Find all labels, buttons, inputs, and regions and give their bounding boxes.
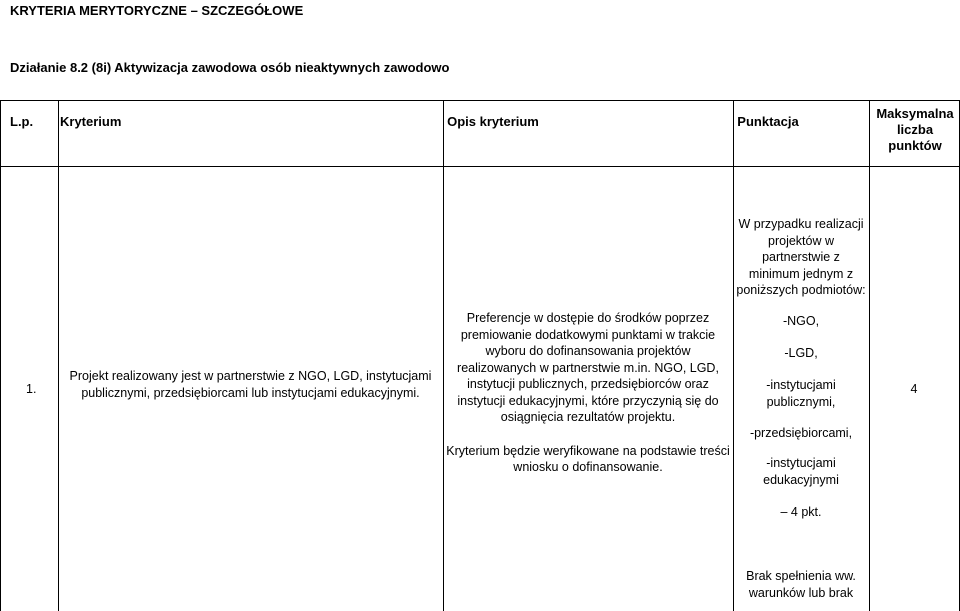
row-max-points: 4 [910,382,918,396]
punktacja-intro-line: partnerstwie z [762,250,840,264]
opis-line: osiągnięcia rezultatów projektu. [500,410,676,424]
opis-line: Preferencje w dostępie do środków poprzez [466,311,710,325]
header-kryterium: Kryterium [60,114,122,129]
punktacja-intro-line: poniższych podmiotów: [736,283,866,297]
punktacja-instytucje-publiczne [733,377,869,410]
punktacja-line: warunków lub brak [748,585,854,600]
row-opis [443,310,733,476]
table-border-left [0,101,1,611]
row-lp: 1. [26,382,37,396]
header-opis: Opis kryterium [447,114,539,129]
kryterium-line: Projekt realizowany jest w partnerstwie z NGO, LGD, instytucjami [69,369,432,383]
punktacja-line: publicznymi, [766,394,836,409]
document-subtitle: Działanie 8.2 (8i) Aktywizacja zawodowa osób nieaktywnych zawodowo [10,60,450,75]
opis-note-line: Kryterium będzie weryfikowane na podstawie treści [446,443,730,458]
punktacja-ngo: -NGO, [782,314,820,328]
punktacja-line: -instytucjami [766,456,836,470]
criteria-table [0,100,960,611]
header-max-line: Maksymalna [876,106,954,121]
opis-line: realizowanych w partnerstwie m.in. NGO, LGD, [457,360,719,375]
opis-line: instytucji publicznych, przedsiębiorców oraz [467,377,709,391]
header-max-line: liczba [896,122,934,137]
opis-line: instytucji edukacyjnymi, które przyczynią się do [457,393,719,408]
header-max-points [870,106,960,154]
punktacja-instytucje-edukacyjne [733,455,869,488]
punktacja-line: Brak spełnienia ww. [746,569,856,583]
column-divider [58,101,59,611]
header-max-line: punktów [888,138,942,153]
header-lp: L.p. [10,114,34,129]
kryterium-line: publicznymi, przedsiębiorcami lub instytucjami edukacyjnymi. [81,385,420,400]
punktacja-intro-line: minimum jednym z [748,266,854,281]
punktacja-intro-line: projektów w [768,233,834,248]
punktacja-lgd: -LGD, [784,346,818,360]
document-title: KRYTERIA MERYTORYCZNE – SZCZEGÓŁOWE [10,3,304,18]
header-punktacja: Punktacja [737,114,799,129]
opis-note-line: wniosku o dofinansowanie. [513,460,663,474]
row-kryterium [58,368,443,401]
punktacja-points: – 4 pkt. [780,505,822,519]
punktacja-intro-line: W przypadku realizacji [738,217,864,231]
punktacja-line: -instytucjami [766,378,836,392]
punktacja-line: edukacyjnymi [763,472,839,487]
punktacja-przedsiebiorcy: -przedsiębiorcami, [749,426,853,440]
header-divider [0,166,960,167]
punktacja-intro [733,216,869,299]
opis-line: wyboru do dofinansowania projektów [485,344,691,358]
column-divider [869,101,870,611]
punktacja-brak [733,568,869,601]
opis-line: premiowanie dodatkowymi punktami w trakcie [460,327,716,342]
